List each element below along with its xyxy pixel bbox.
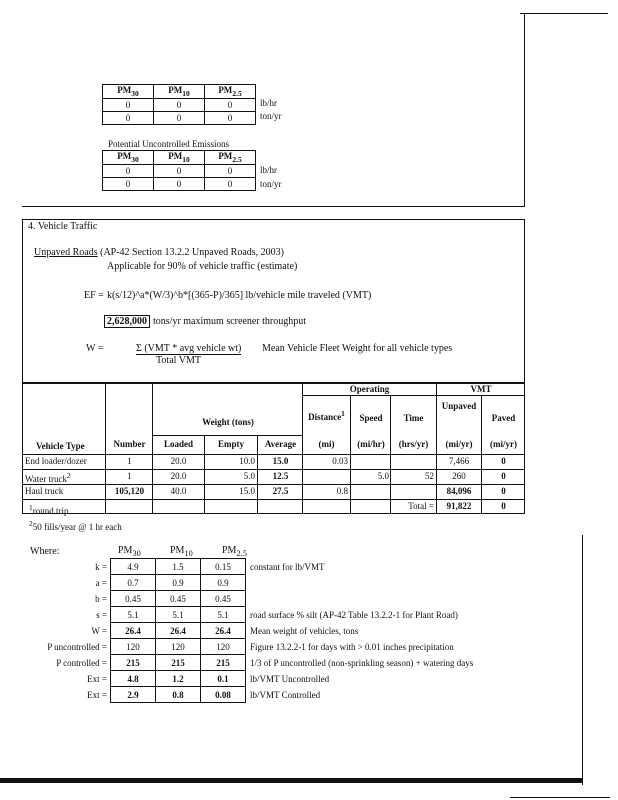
variable-label: P controlled =: [56, 657, 107, 668]
vmt-group-header: VMT: [470, 384, 492, 394]
variable-label: s =: [96, 609, 107, 620]
vehicle-type-header: Vehicle Type: [36, 441, 85, 451]
distance-unit: (mi): [318, 439, 335, 449]
uncontrolled-emissions-table: [102, 150, 256, 191]
total-paved: 0: [501, 501, 506, 511]
unpaved-header: Unpaved: [441, 401, 477, 411]
unpaved-roads-label: Unpaved Roads: [34, 247, 98, 258]
distance-header: Distance$^1$: [308, 409, 345, 422]
variable-label: k =: [95, 561, 107, 572]
bottom-right-rule: [510, 797, 610, 798]
uncontrolled-title: Potential Uncontrolled Emissions: [108, 139, 229, 149]
average-header: Average: [264, 439, 297, 449]
controlled-emissions-table: [102, 84, 256, 125]
vehicle-type: Water truck$^2$: [25, 471, 71, 484]
number-header: Number: [113, 439, 146, 449]
table-row: Ext = 4.8 1.2 0.1 lb/VMT Uncontrolled: [5, 671, 475, 687]
bottom-thick-rule: [0, 778, 582, 783]
vehicle-type: Haul truck: [25, 486, 64, 496]
time-header: Time: [403, 413, 424, 423]
loaded-header: Loaded: [163, 439, 193, 449]
variable-label: b =: [95, 593, 107, 604]
footnote-1: $^1$round trip: [29, 503, 69, 516]
top-frame-bottom-border: [22, 206, 525, 207]
pm10-header: $PM_{10}$: [170, 545, 193, 558]
pm25-header: $PM_{2.5}$: [205, 151, 256, 165]
section-heading: 4. Vehicle Traffic: [28, 221, 98, 232]
w-denominator: Total VMT: [156, 355, 201, 366]
unpaved-unit: (mi/yr): [445, 439, 473, 449]
throughput-text: tons/yr maximum screener throughput: [153, 316, 307, 327]
w-description: Mean Vehicle Fleet Weight for all vehicle types: [262, 343, 453, 354]
vehicle-table: Operating VMT Weight (tons) Distance$^1$ Speed Time Unpaved Paved Vehicle Type Number Loaded Empty Average (mi) (mi/hr) (hrs/yr) (mi/yr) (mi/yr) End loader/dozer 1 20.0 10.0 15.0 0.03 7,466 0 Water truck$^2$ 1 20.0 5.0 12.5 5.0 52 260 0 Haul truck 105,120 40.0 15.0 27.5 0.8 84,096 0 Total = 91,822 0: [22, 383, 525, 514]
table-row: 0 0 0: [103, 177, 256, 190]
time-unit: (hrs/yr): [398, 439, 429, 449]
variable-label: Ext =: [87, 689, 107, 700]
operating-group-header: Operating: [349, 384, 390, 394]
variable-label: a =: [95, 577, 107, 588]
total-label: Total =: [408, 501, 434, 511]
unit-label: ton/yr: [260, 111, 282, 121]
table-row: Ext = 2.9 0.8 0.08 lb/VMT Controlled: [5, 687, 475, 703]
table-row: s = 5.1 5.1 5.1 road surface % silt (AP-42 Table 13.2.2-1 for Plant Road): [5, 607, 475, 623]
pm25-header: $PM_{2.5}$: [222, 545, 247, 558]
table-row: 0 0 0: [103, 164, 256, 177]
variable-label: W =: [91, 625, 107, 636]
total-unpaved: 91,822: [446, 501, 472, 511]
unit-label: lb/hr: [260, 98, 277, 108]
ef-formula: k(s/12)^a*(W/3)^b*[(365-P)/365] lb/vehicle mile traveled (VMT): [107, 290, 372, 301]
variable-label: P uncontrolled =: [47, 641, 107, 652]
table-row: b = 0.45 0.45 0.45: [5, 591, 475, 607]
vehicle-type: End loader/dozer: [25, 456, 87, 466]
ef-label: EF =: [84, 290, 104, 301]
unit-label: lb/hr: [260, 165, 277, 175]
applicable-note: Applicable for 90% of vehicle traffic (estimate): [107, 261, 298, 272]
pm10-header: $PM_{10}$: [154, 151, 205, 165]
empty-header: Empty: [217, 439, 244, 449]
weight-header: Weight (tons): [202, 417, 254, 427]
where-table: [5, 558, 475, 703]
footnote-2: $^2$50 fills/year @ 1 hr each: [29, 519, 122, 532]
pm10-header: $PM_{10}$: [154, 85, 205, 99]
table-row: k = 4.9 1.5 0.15 constant for lb/VMT: [5, 559, 475, 575]
paved-unit: (mi/yr): [490, 439, 517, 449]
table-row: a = 0.7 0.9 0.9: [5, 575, 475, 591]
table-row: W = 26.4 26.4 26.4 Mean weight of vehicles, tons: [5, 623, 475, 639]
pm25-header: $PM_{2.5}$: [205, 85, 256, 99]
top-frame-right-border: [524, 14, 525, 207]
pm30-header: $PM_{30}$: [103, 85, 154, 99]
unit-label: ton/yr: [260, 179, 282, 189]
bottom-right-border: [582, 535, 583, 785]
pm30-header: $PM_{30}$: [118, 545, 141, 558]
table-row: P controlled = 215 215 215 1/3 of P uncontrolled (non-sprinkling season) + watering days: [5, 655, 475, 671]
w-label: W =: [86, 343, 104, 354]
where-label: Where:: [30, 546, 60, 557]
paved-header: Paved: [491, 413, 516, 423]
speed-header: Speed: [359, 413, 383, 423]
speed-unit: (mi/hr): [357, 439, 385, 449]
table-row: P uncontrolled = 120 120 120 Figure 13.2.2-1 for days with > 0.01 inches precipitation: [5, 639, 475, 655]
table-row: 0 0 0: [103, 111, 256, 124]
variable-label: Ext =: [87, 673, 107, 684]
unpaved-reference: (AP-42 Section 13.2.2 Unpaved Roads, 2003): [97, 247, 284, 258]
w-numerator: Σ (VMT * avg vehicle wt): [136, 343, 242, 354]
section4-box: [22, 219, 525, 383]
table-row: 0 0 0: [103, 98, 256, 111]
throughput-value: 2,628,000: [104, 315, 150, 328]
pm30-header: $PM_{30}$: [103, 151, 154, 165]
top-right-rule: [520, 13, 608, 14]
